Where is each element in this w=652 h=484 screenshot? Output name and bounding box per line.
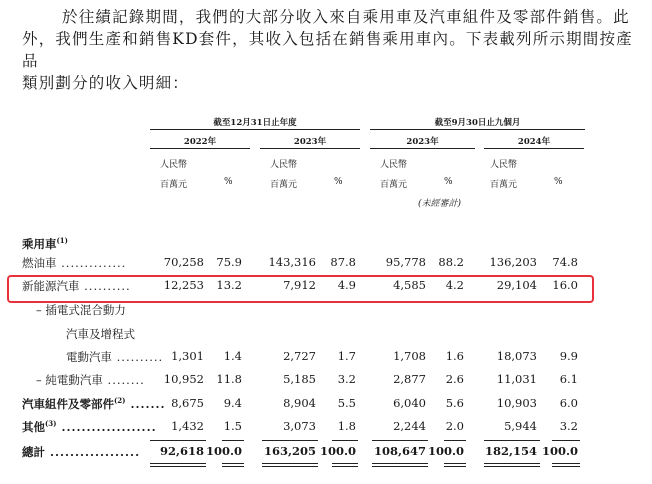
table-cell: 2,727 xyxy=(283,349,316,363)
row-label xyxy=(22,278,131,294)
paragraph-line-2: 外，我們生產和銷售KD套件，其收入包括在銷售乘用車內。下表載列所示期間按產品 xyxy=(22,30,633,70)
table-cell: 3.2 xyxy=(337,372,356,386)
pct-label: % xyxy=(554,177,563,187)
total-double-rule xyxy=(262,463,318,464)
total-double-rule xyxy=(150,466,206,467)
row-label xyxy=(66,349,163,365)
leader-dots: ....... xyxy=(125,397,166,411)
total-double-rule xyxy=(444,466,466,467)
table-cell: 16.0 xyxy=(552,278,578,292)
row-label-text: – 插電式混合動力 xyxy=(36,303,126,317)
row-label xyxy=(22,255,126,271)
header-rule xyxy=(150,148,250,149)
subtotal-rule xyxy=(552,440,580,441)
table-cell: 12,253 xyxy=(163,278,204,292)
leader-dots: ........ xyxy=(102,373,145,387)
subtotal-rule xyxy=(372,440,428,441)
table-cell: 88.2 xyxy=(438,255,464,269)
table-cell: 95,778 xyxy=(385,255,426,269)
table-cell: 1.5 xyxy=(223,419,242,433)
unit-label: 人民幣 xyxy=(160,160,188,170)
total-double-rule xyxy=(222,463,244,464)
row-label xyxy=(36,372,145,388)
leader-dots: .................. xyxy=(45,445,141,459)
table-cell: 92,618 xyxy=(159,444,204,458)
table-cell: 29,104 xyxy=(496,278,537,292)
leader-dots: ................... xyxy=(56,420,157,434)
pct-label: % xyxy=(334,177,343,187)
table-cell: 4,585 xyxy=(393,278,426,292)
unaudited-note: (未經審計) xyxy=(418,199,462,209)
table-cell: 5.5 xyxy=(337,396,356,410)
table-cell: 3,073 xyxy=(283,419,316,433)
table-cell: 74.8 xyxy=(552,255,578,269)
unit-label: 百萬元 xyxy=(270,180,298,190)
table-cell: 108,647 xyxy=(373,444,426,458)
table-cell: 6.0 xyxy=(559,396,578,410)
table-cell: 100.0 xyxy=(205,444,242,458)
pct-label: % xyxy=(224,177,233,187)
subtotal-rule xyxy=(444,440,466,441)
total-double-rule xyxy=(484,463,540,464)
row-label-text: 汽車及增程式 xyxy=(66,327,135,341)
table-cell: 5,944 xyxy=(504,419,537,433)
table-cell: 1.6 xyxy=(445,349,464,363)
header-rule xyxy=(370,129,585,130)
table-cell: 2.6 xyxy=(445,372,464,386)
subtotal-rule xyxy=(222,440,244,441)
table-cell: 2,244 xyxy=(393,419,426,433)
table-cell: 5,185 xyxy=(283,372,316,386)
table-cell: 100.0 xyxy=(319,444,356,458)
table-cell: 75.9 xyxy=(216,255,242,269)
total-double-rule xyxy=(484,466,540,467)
row-label xyxy=(66,326,135,342)
table-cell: 1,708 xyxy=(393,349,426,363)
table-row xyxy=(0,396,652,418)
total-double-rule xyxy=(552,463,580,464)
table-row xyxy=(0,419,652,441)
row-label-text: 燃油車 xyxy=(22,256,57,270)
row-label xyxy=(22,444,140,460)
table-cell: 8,904 xyxy=(283,396,316,410)
total-double-rule xyxy=(222,466,244,467)
table-cell: 6,040 xyxy=(393,396,426,410)
leader-dots: .......... xyxy=(79,279,131,293)
leader-dots: .............. xyxy=(56,256,127,270)
table-cell: 1,432 xyxy=(171,419,204,433)
table-row xyxy=(0,326,652,348)
table-cell: 9.9 xyxy=(559,349,578,363)
section-label: 乘用車$^{(1)}$ xyxy=(22,236,68,251)
table-cell: 136,203 xyxy=(489,255,537,269)
header-rule xyxy=(484,148,584,149)
row-label xyxy=(22,396,166,412)
table-cell: 13.2 xyxy=(216,278,242,292)
table-cell: 18,073 xyxy=(496,349,537,363)
table-cell: 1,301 xyxy=(171,349,204,363)
table-row xyxy=(0,255,652,277)
table-cell: 11.8 xyxy=(216,372,242,386)
table-row xyxy=(0,278,652,300)
table-cell: 3.2 xyxy=(559,419,578,433)
unit-label: 百萬元 xyxy=(490,180,518,190)
unit-label: 人民幣 xyxy=(270,160,298,170)
leader-dots: .......... xyxy=(112,350,164,364)
table-cell: 2,877 xyxy=(393,372,426,386)
table-cell: 6.1 xyxy=(559,372,578,386)
unit-label: 人民幣 xyxy=(490,160,518,170)
table-cell: 100.0 xyxy=(427,444,464,458)
table-cell: 8,675 xyxy=(171,396,204,410)
intro-paragraph xyxy=(22,6,634,94)
unit-label: 人民幣 xyxy=(380,160,408,170)
row-label-text: – 純電動汽車 xyxy=(36,373,103,387)
unit-label: 百萬元 xyxy=(160,180,188,190)
total-double-rule xyxy=(332,466,358,467)
table-cell: 7,912 xyxy=(283,278,316,292)
total-double-rule xyxy=(262,466,318,467)
total-double-rule xyxy=(332,463,358,464)
subtotal-rule xyxy=(150,440,206,441)
table-cell: 1.8 xyxy=(337,419,356,433)
table-cell: 1.7 xyxy=(337,349,356,363)
subtotal-rule xyxy=(484,440,540,441)
year-header: 2023年 xyxy=(406,137,439,147)
footnote-ref: (2) xyxy=(114,396,126,406)
header-rule xyxy=(260,148,360,149)
header-group-nine-months: 截至9月30日止九個月 xyxy=(434,118,521,128)
table-cell: 100.0 xyxy=(541,444,578,458)
table-cell: 11,031 xyxy=(496,372,537,386)
table-cell: 182,154 xyxy=(484,444,537,458)
total-double-rule xyxy=(372,466,428,467)
table-cell: 163,205 xyxy=(263,444,316,458)
table-row xyxy=(0,372,652,394)
table-cell: 4.9 xyxy=(337,278,356,292)
table-row xyxy=(0,302,652,324)
table-row xyxy=(0,349,652,371)
table-cell: 143,316 xyxy=(268,255,316,269)
total-double-rule xyxy=(552,466,580,467)
row-label-text: 新能源汽車 xyxy=(22,279,80,293)
year-header: 2023年 xyxy=(293,137,327,147)
subtotal-rule xyxy=(262,440,318,441)
paragraph-line-1: 於往績記錄期間，我們的大部分收入來自乘用車及汽車組件及零部件銷售。此 xyxy=(62,8,630,26)
table-cell: 1.4 xyxy=(223,349,242,363)
pct-label: % xyxy=(444,177,453,187)
table-cell: 70,258 xyxy=(163,255,204,269)
row-label-text: 電動汽車 xyxy=(66,350,112,364)
row-label xyxy=(22,419,157,435)
total-double-rule xyxy=(444,463,466,464)
row-label-text: 總計 xyxy=(22,445,45,459)
table-cell: 10,903 xyxy=(496,396,537,410)
table-cell: 4.2 xyxy=(445,278,464,292)
row-label-text: 汽車組件及零部件 xyxy=(22,397,114,411)
total-double-rule xyxy=(372,463,428,464)
table-cell: 5.6 xyxy=(445,396,464,410)
table-cell: 2.0 xyxy=(445,419,464,433)
subtotal-rule xyxy=(332,440,358,441)
paragraph-line-3: 類別劃分的收入明細： xyxy=(22,74,190,92)
row-label xyxy=(36,302,126,318)
footnote-ref: (3) xyxy=(45,419,57,429)
header-rule xyxy=(150,129,360,130)
year-header: 2022年 xyxy=(183,137,217,147)
unit-label: 百萬元 xyxy=(380,180,408,190)
table-cell: 10,952 xyxy=(163,372,204,386)
total-double-rule xyxy=(150,463,206,464)
row-label-text: 其他 xyxy=(22,420,45,434)
header-group-annual: 截至12月31日止年度 xyxy=(213,118,297,128)
header-rule xyxy=(370,148,475,149)
table-cell: 87.8 xyxy=(330,255,356,269)
year-header: 2024年 xyxy=(517,137,551,147)
table-cell: 9.4 xyxy=(223,396,242,410)
